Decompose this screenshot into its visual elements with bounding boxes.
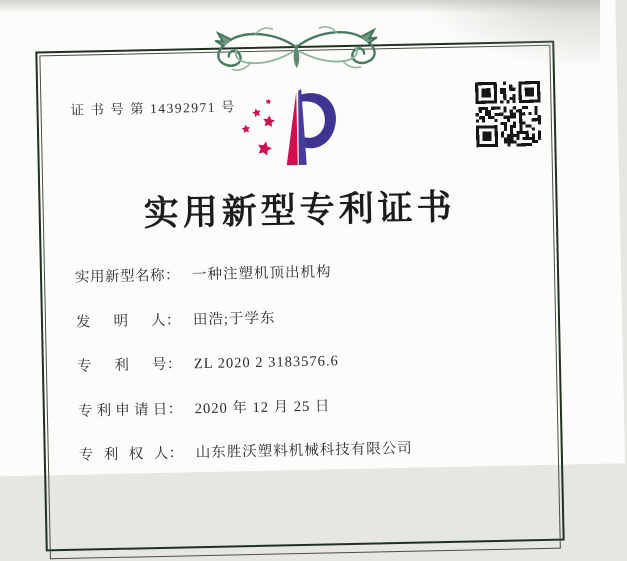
field-list xyxy=(75,256,559,465)
certificate-title: 实用新型专利证书 xyxy=(143,187,457,234)
patent-logo-icon xyxy=(237,85,347,171)
field-colon: ： xyxy=(164,267,181,284)
field-colon: ： xyxy=(167,400,183,418)
field-row-patent-number xyxy=(77,345,557,376)
field-value: 2020 年 12 月 25 日 xyxy=(194,397,331,417)
flourish-center xyxy=(293,44,299,69)
field-label: 专利号 xyxy=(76,356,168,375)
field-colon: ： xyxy=(166,356,183,373)
qr-code xyxy=(475,81,541,147)
field-label: 发明人 xyxy=(75,312,167,331)
field-row-filing-date xyxy=(78,389,558,420)
field-label: 专利申请日 xyxy=(77,401,168,420)
field-row-inventor xyxy=(76,300,556,331)
certificate-number: 证 书 号 第 14392971 号 xyxy=(70,99,237,118)
field-value: 山东胜沃塑料机械科技有限公司 xyxy=(195,440,413,462)
field-label: 实用新型名称 xyxy=(74,267,166,286)
dragon-flourish-icon xyxy=(201,22,392,73)
field-label: 专利权人 xyxy=(78,445,169,464)
field-value: 一种注塑机顶出机构 xyxy=(191,264,332,284)
field-value: 田浩;于学东 xyxy=(192,310,276,328)
field-colon: ： xyxy=(168,445,184,462)
field-value: ZL 2020 2 3183576.6 xyxy=(193,353,339,373)
field-colon: ： xyxy=(165,312,182,329)
